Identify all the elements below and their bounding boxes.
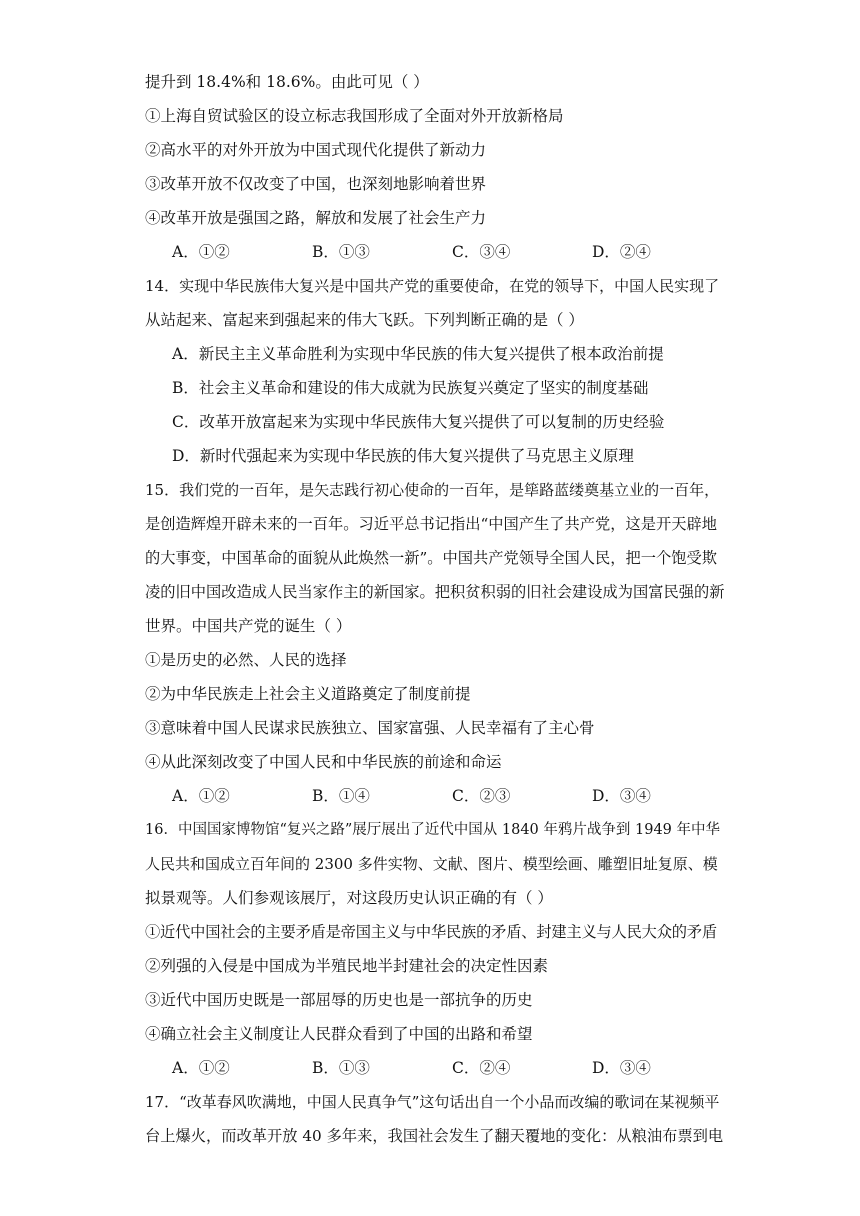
q15-statement-2: ②为中华民族走上社会主义道路奠定了制度前提	[145, 685, 471, 703]
q16-option-a[interactable]: A．①②	[172, 1059, 230, 1077]
q16-option-d[interactable]: D．③④	[592, 1059, 651, 1077]
q17-stem-line-2: 台上爆火，而改革开放 40 多年来，我国社会发生了翻天覆地的变化：从粮油布票到电	[145, 1127, 724, 1145]
q15-statement-4: ④从此深刻改变了中国人民和中华民族的前途和命运	[145, 753, 502, 771]
q13-stem-tail: 提升到 18.4%和 18.6%。由此可见（ ）	[145, 73, 429, 91]
q15-stem-line-3: 的大事变，中国革命的面貌从此焕然一新”。中国共产党领导全国人民，把一个饱受欺	[145, 549, 718, 567]
q16-statement-4: ④确立社会主义制度让人民群众看到了中国的出路和希望	[145, 1025, 533, 1043]
q16-option-c[interactable]: C．②④	[452, 1059, 511, 1077]
q15-option-b[interactable]: B．①④	[312, 787, 370, 805]
q13-option-a[interactable]: A．①②	[172, 243, 230, 261]
q15-stem-line-1: 15．我们党的一百年，是矢志践行初心使命的一百年，是筚路蓝缕奠基立业的一百年，	[145, 481, 720, 499]
q17-stem-line-1: 17．“改革春风吹满地，中国人民真争气”这句话出自一个小品而改编的歌词在某视频平	[145, 1093, 720, 1111]
q15-option-a[interactable]: A．①②	[172, 787, 230, 805]
q14-choice-c[interactable]: C．改革开放富起来为实现中华民族伟大复兴提供了可以复制的历史经验	[172, 413, 665, 431]
q13-options	[172, 242, 732, 262]
q15-option-d[interactable]: D．③④	[592, 787, 651, 805]
q15-stem-line-2: 是创造辉煌开辟未来的一百年。习近平总书记指出“中国产生了共产党，这是开天辟地	[145, 515, 718, 533]
q14-choice-a[interactable]: A．新民主主义革命胜利为实现中华民族的伟大复兴提供了根本政治前提	[172, 345, 664, 363]
q14-choice-b[interactable]: B．社会主义革命和建设的伟大成就为民族复兴奠定了坚实的制度基础	[172, 379, 649, 397]
q13-statement-1: ①上海自贸试验区的设立标志我国形成了全面对外开放新格局	[145, 107, 564, 125]
q14-choice-d[interactable]: D．新时代强起来为实现中华民族的伟大复兴提供了马克思主义原理	[172, 447, 634, 465]
q14-stem-line-1: 14．实现中华民族伟大复兴是中国共产党的重要使命，在党的领导下，中国人民实现了	[145, 277, 720, 295]
q16-stem-line-1: 16．中国国家博物馆“复兴之路”展厅展出了近代中国从 1840 年鸦片战争到 1949 年中华	[145, 822, 721, 838]
q16-statement-1: ①近代中国社会的主要矛盾是帝国主义与中华民族的矛盾、封建主义与人民大众的矛盾	[145, 923, 717, 941]
q15-stem-line-4: 凌的旧中国改造成人民当家作主的新国家。把积贫积弱的旧社会建设成为国富民强的新	[145, 583, 725, 601]
q13-statement-2: ②高水平的对外开放为中国式现代化提供了新动力	[145, 141, 487, 159]
q16-option-b[interactable]: B．①③	[312, 1059, 370, 1077]
q15-statement-1: ①是历史的必然、人民的选择	[145, 651, 347, 669]
q15-options	[172, 786, 732, 806]
q16-statement-3: ③近代中国历史既是一部屈辱的历史也是一部抗争的历史	[145, 991, 533, 1009]
q13-statement-4: ④改革开放是强国之路，解放和发展了社会生产力	[145, 209, 487, 227]
q16-statement-2: ②列强的入侵是中国成为半殖民地半封建社会的决定性因素	[145, 957, 549, 975]
q14-stem-line-2: 从站起来、富起来到强起来的伟大飞跃。下列判断正确的是（ ）	[145, 311, 584, 329]
q16-stem-line-2: 人民共和国成立百年间的 2300 多件实物、文献、图片、模型绘画、雕塑旧址复原、模	[145, 855, 718, 873]
q13-option-d[interactable]: D．②④	[592, 243, 651, 261]
q13-statement-3: ③改革开放不仅改变了中国，也深刻地影响着世界	[145, 175, 487, 193]
q15-statement-3: ③意味着中国人民谋求民族独立、国家富强、人民幸福有了主心骨	[145, 719, 595, 737]
q15-option-c[interactable]: C．②③	[452, 787, 511, 805]
q13-option-c[interactable]: C．③④	[452, 243, 511, 261]
q15-stem-line-5: 世界。中国共产党的诞生（ ）	[145, 617, 352, 635]
q16-options	[172, 1058, 732, 1078]
q13-option-b[interactable]: B．①③	[312, 243, 370, 261]
q16-stem-line-3: 拟景观等。人们参观该展厅，对这段历史认识正确的有（ ）	[145, 889, 553, 907]
